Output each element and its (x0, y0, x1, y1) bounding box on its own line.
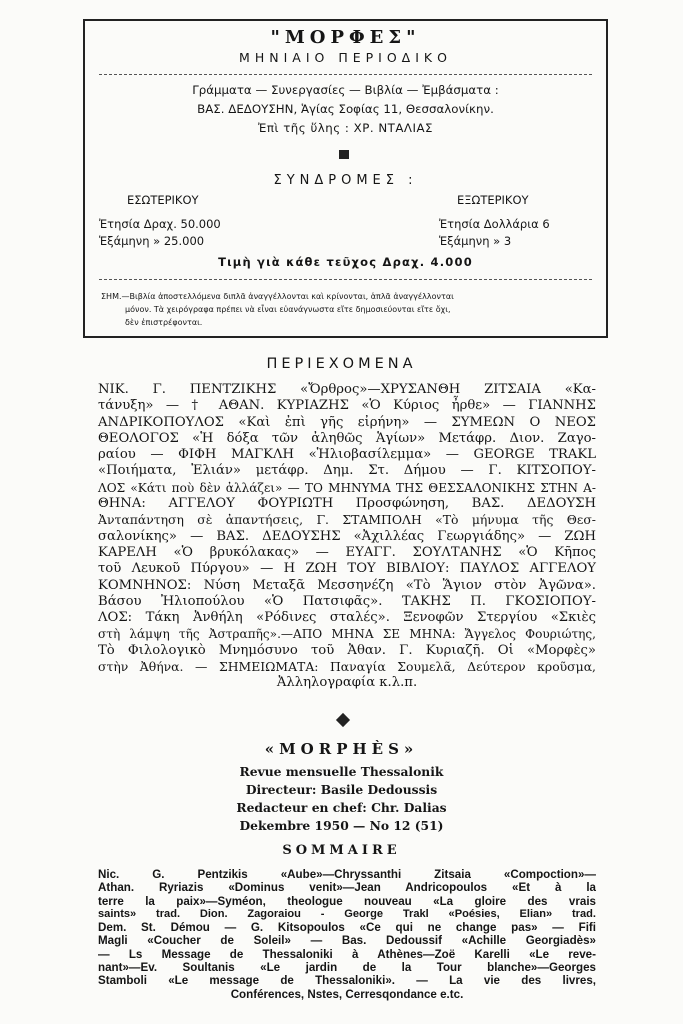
diamond-ornament (336, 713, 350, 727)
sommaire-line: — Ls Message de Thessaloniki à Athènes—Zoë Karelli «Le reve- (98, 947, 596, 961)
sommaire-line: Stamboli «Le message de Thessaloniki». — La vie des livres, (98, 974, 596, 988)
subscription-box (83, 19, 608, 338)
issue-price: Τιμὴ γιὰ κάθε τεῦχος Δραχ. 4.000 (218, 255, 473, 269)
topics-line: Γράμματα — Συνεργασίες — Βιβλία — Ἐμβάσματα : (192, 83, 499, 97)
sommaire-line: saints» trad. Dion. Zagoraiou - George Trakl «Poésies, Elian» trad. (98, 907, 596, 920)
contents-line: τάνυξη» — † ΑΘΑΝ. ΚΥΡΙΑΖΗΣ «Ὁ Κύριος ἦρθε» — ΓΙΑΝΝΗΣ (98, 398, 596, 414)
magazine-subtitle: ΜΗΝΙΑΙΟ ΠΕΡΙΟΔΙΚΟ (239, 50, 452, 65)
contents-line: στὴν Ἀθήνα. — ΣΗΜΕΙΩΜΑΤΑ: Παναγία Σουμελᾶ, Δεύτερον κροῦσμα, (98, 659, 596, 675)
contents-line: σαλονίκης» — ΒΑΣ. ΔΕΔΟΥΣΗΣ «Ἀχιλλέας Γεωργιάδης» — ΖΩΗ (98, 528, 596, 544)
square-ornament (339, 150, 349, 159)
sommaire-line: Dem. St. Démou — G. Kitsopoulos «Ce qui ne change pas» — Fifi (98, 921, 596, 935)
contents-line: ΛΟΣ «Κάτι ποὺ δὲν ἀλλάζει» — ΤΟ ΜΗΝΥΜΑ ΤΗΣ ΘΕΣΣΑΛΟΝΙΚΗΣ ΣΤΗΝ Α- (98, 480, 596, 495)
contents-line: ΘΕΟΛΟΓΟΣ «Ἡ δόξα τῶν ἀληθῶς Ἁγίων» Μετάφρ. Διον. Ζαγο- (98, 430, 596, 446)
sommaire-line: Athan. Ryriazis «Dominus venit»—Jean Andricopoulos «Et à la (98, 881, 596, 895)
contents-line: Τὸ Φιλολογικὸ Μνημόσυνο τοῦ Ἀθαν. Γ. Κυριαζῆ. Οἱ «Μορφὲς» (98, 642, 596, 658)
sommaire-line: nant»—Ev. Soultanis «Le jardin de la Tour blanche»—Georges (98, 961, 596, 975)
foreign-annual: Ἐτησία Δολλάρια 6 (439, 217, 550, 231)
contents-line: Βάσου Ἠλιοπούλου «Ὁ Πατσιφᾶς». ΤΑΚΗΣ Π. ΓΚΟΣΙΟΠΟΥ- (98, 593, 596, 609)
note-line-2: μόνον. Τὰ χειρόγραφα πρέπει νὰ εἶναι εὐανάγνωστα εἴτε δημοσιεύονται εἴτε ὄχι, (125, 305, 451, 314)
contents-heading: ΠΕΡΙΕΧΟΜΕΝΑ (266, 356, 417, 372)
french-title: «MORPHÈS» (264, 740, 419, 758)
contents-line: ΚΑΡΕΛΗ «Ὁ βρυκόλακας» — ΕΥΑΓΓ. ΣΟΥΛΤΑΝΗΣ «Ὁ Κῆπος (98, 544, 596, 560)
magazine-title: "ΜΟΡΦΕΣ" (270, 27, 421, 48)
sommaire-line: terre la paix»—Syméon, theologue nouveau «La gloire des vrais (98, 894, 596, 908)
french-line-2: Directeur: Basile Dedoussis (245, 782, 438, 797)
contents-line: ΝΙΚ. Γ. ΠΕΝΤΖΙΚΗΣ «Ὄρθρος»—ΧΡΥΣΑΝΘΗ ΖΙΤΣΑΙΑ «Κα- (98, 382, 596, 397)
sommaire-list (98, 868, 596, 1001)
contents-line: ΘΗΝΑ: ΑΓΓΕΛΟΥ ΦΟΥΡΙΩΤΗ Προσφώνηση, ΒΑΣ. ΔΕΔΟΥΣΗ (98, 496, 596, 512)
divider-top (99, 74, 592, 75)
contents-list (98, 382, 596, 692)
contents-line: Ἀνταπάντηση σὲ ἀπαντήσεις, Γ. ΣΤΑΜΠΟΛΗ «Τὸ μήνυμα τῆς Θεσ- (98, 512, 596, 528)
contents-line: τοῦ Λευκοῦ Πύργου» — Η ΖΩΗ ΤΟΥ ΒΙΒΛΙΟΥ: ΠΑΥΛΟΣ ΑΓΓΕΛΟΥ (98, 561, 596, 577)
address-line: ΒΑΣ. ΔΕΔΟΥΣΗΝ, Ἁγίας Σοφίας 11, Θεσσαλονίκην. (197, 102, 494, 116)
contents-line: ΛΟΣ: Τάκη Ἀνθήλη «Ρόδινες σταλές». Ξενοφῶν Στεργίου «Σκιὲς (98, 610, 596, 626)
sommaire-line: Magli «Coucher de Soleil» — Bas. Dedoussif «Achille Georgiadès» (98, 934, 596, 948)
contents-line: ραίου — ΦΙΦΗ ΜΑΓΚΛΗ «Ἡλιοβασίλεμμα» — GEORGE TRAKL (98, 447, 596, 463)
foreign-heading: ΕΞΩΤΕΡΙΚΟΥ (457, 193, 529, 207)
note-line-1: ΣΗΜ.—Βιβλία ἀποστελλόμενα διπλᾶ ἀναγγέλλονται καὶ κρίνονται, ἁπλᾶ ἀναγγέλλονται (101, 292, 454, 301)
contents-line: ΚΟΜΝΗΝΟΣ: Νύση Μεταξᾶ Μεσσηνέζη «Τὸ Ἅγιον στὸν Ἀγῶνα». (98, 577, 596, 593)
subscriptions-heading: ΣΥΝΔΡΟΜΕΣ : (273, 173, 418, 188)
domestic-heading: ΕΣΩΤΕΡΙΚΟΥ (127, 193, 199, 207)
contents-line: στὴ λάμψη τῆς Ἀστραπῆς».—ΑΠΟ ΜΗΝΑ ΣΕ ΜΗΝΑ: Ἄγγελος Φουριώτης, (98, 627, 596, 642)
sommaire-heading: SOMMAIRE (282, 843, 401, 858)
editor-line: Ἐπὶ τῆς ὕλης : ΧΡ. ΝΤΑΛΙΑΣ (257, 121, 434, 135)
domestic-semiannual: Ἑξάμηνη » 25.000 (99, 234, 205, 248)
note-line-3: δὲν ἐπιστρέφονται. (125, 318, 203, 327)
domestic-annual: Ἐτησία Δραχ. 50.000 (99, 217, 221, 231)
french-line-1: Revue mensuelle Thessalonik (239, 764, 444, 779)
contents-line: ΑΝΔΡΙΚΟΠΟΥΛΟΣ «Καὶ ἐπὶ γῆς εἰρήνη» — ΣΥΜΕΩΝ Ο ΝΕΟΣ (98, 414, 596, 430)
foreign-semiannual: Ἑξάμηνη » 3 (439, 234, 512, 248)
contents-line: Ἀλληλογραφία κ.λ.π. (276, 675, 418, 691)
sommaire-line: Conférences, Nstes, Cerresqondance e.tc. (230, 987, 464, 1001)
contents-line: «Ποιήματα, Ἐλιάν» μετάφρ. Δημ. Στ. Δήμου — Γ. ΚΙΤΣΟΠΟΥ- (98, 463, 596, 479)
french-line-4: Dekembre 1950 — No 12 (51) (239, 818, 444, 833)
french-line-3: Redacteur en chef: Chr. Dalias (236, 800, 447, 815)
sommaire-line: Nic. G. Pentzikis «Aube»—Chryssanthi Zitsaia «Compoction»— (98, 868, 596, 881)
divider-bottom (99, 279, 592, 280)
